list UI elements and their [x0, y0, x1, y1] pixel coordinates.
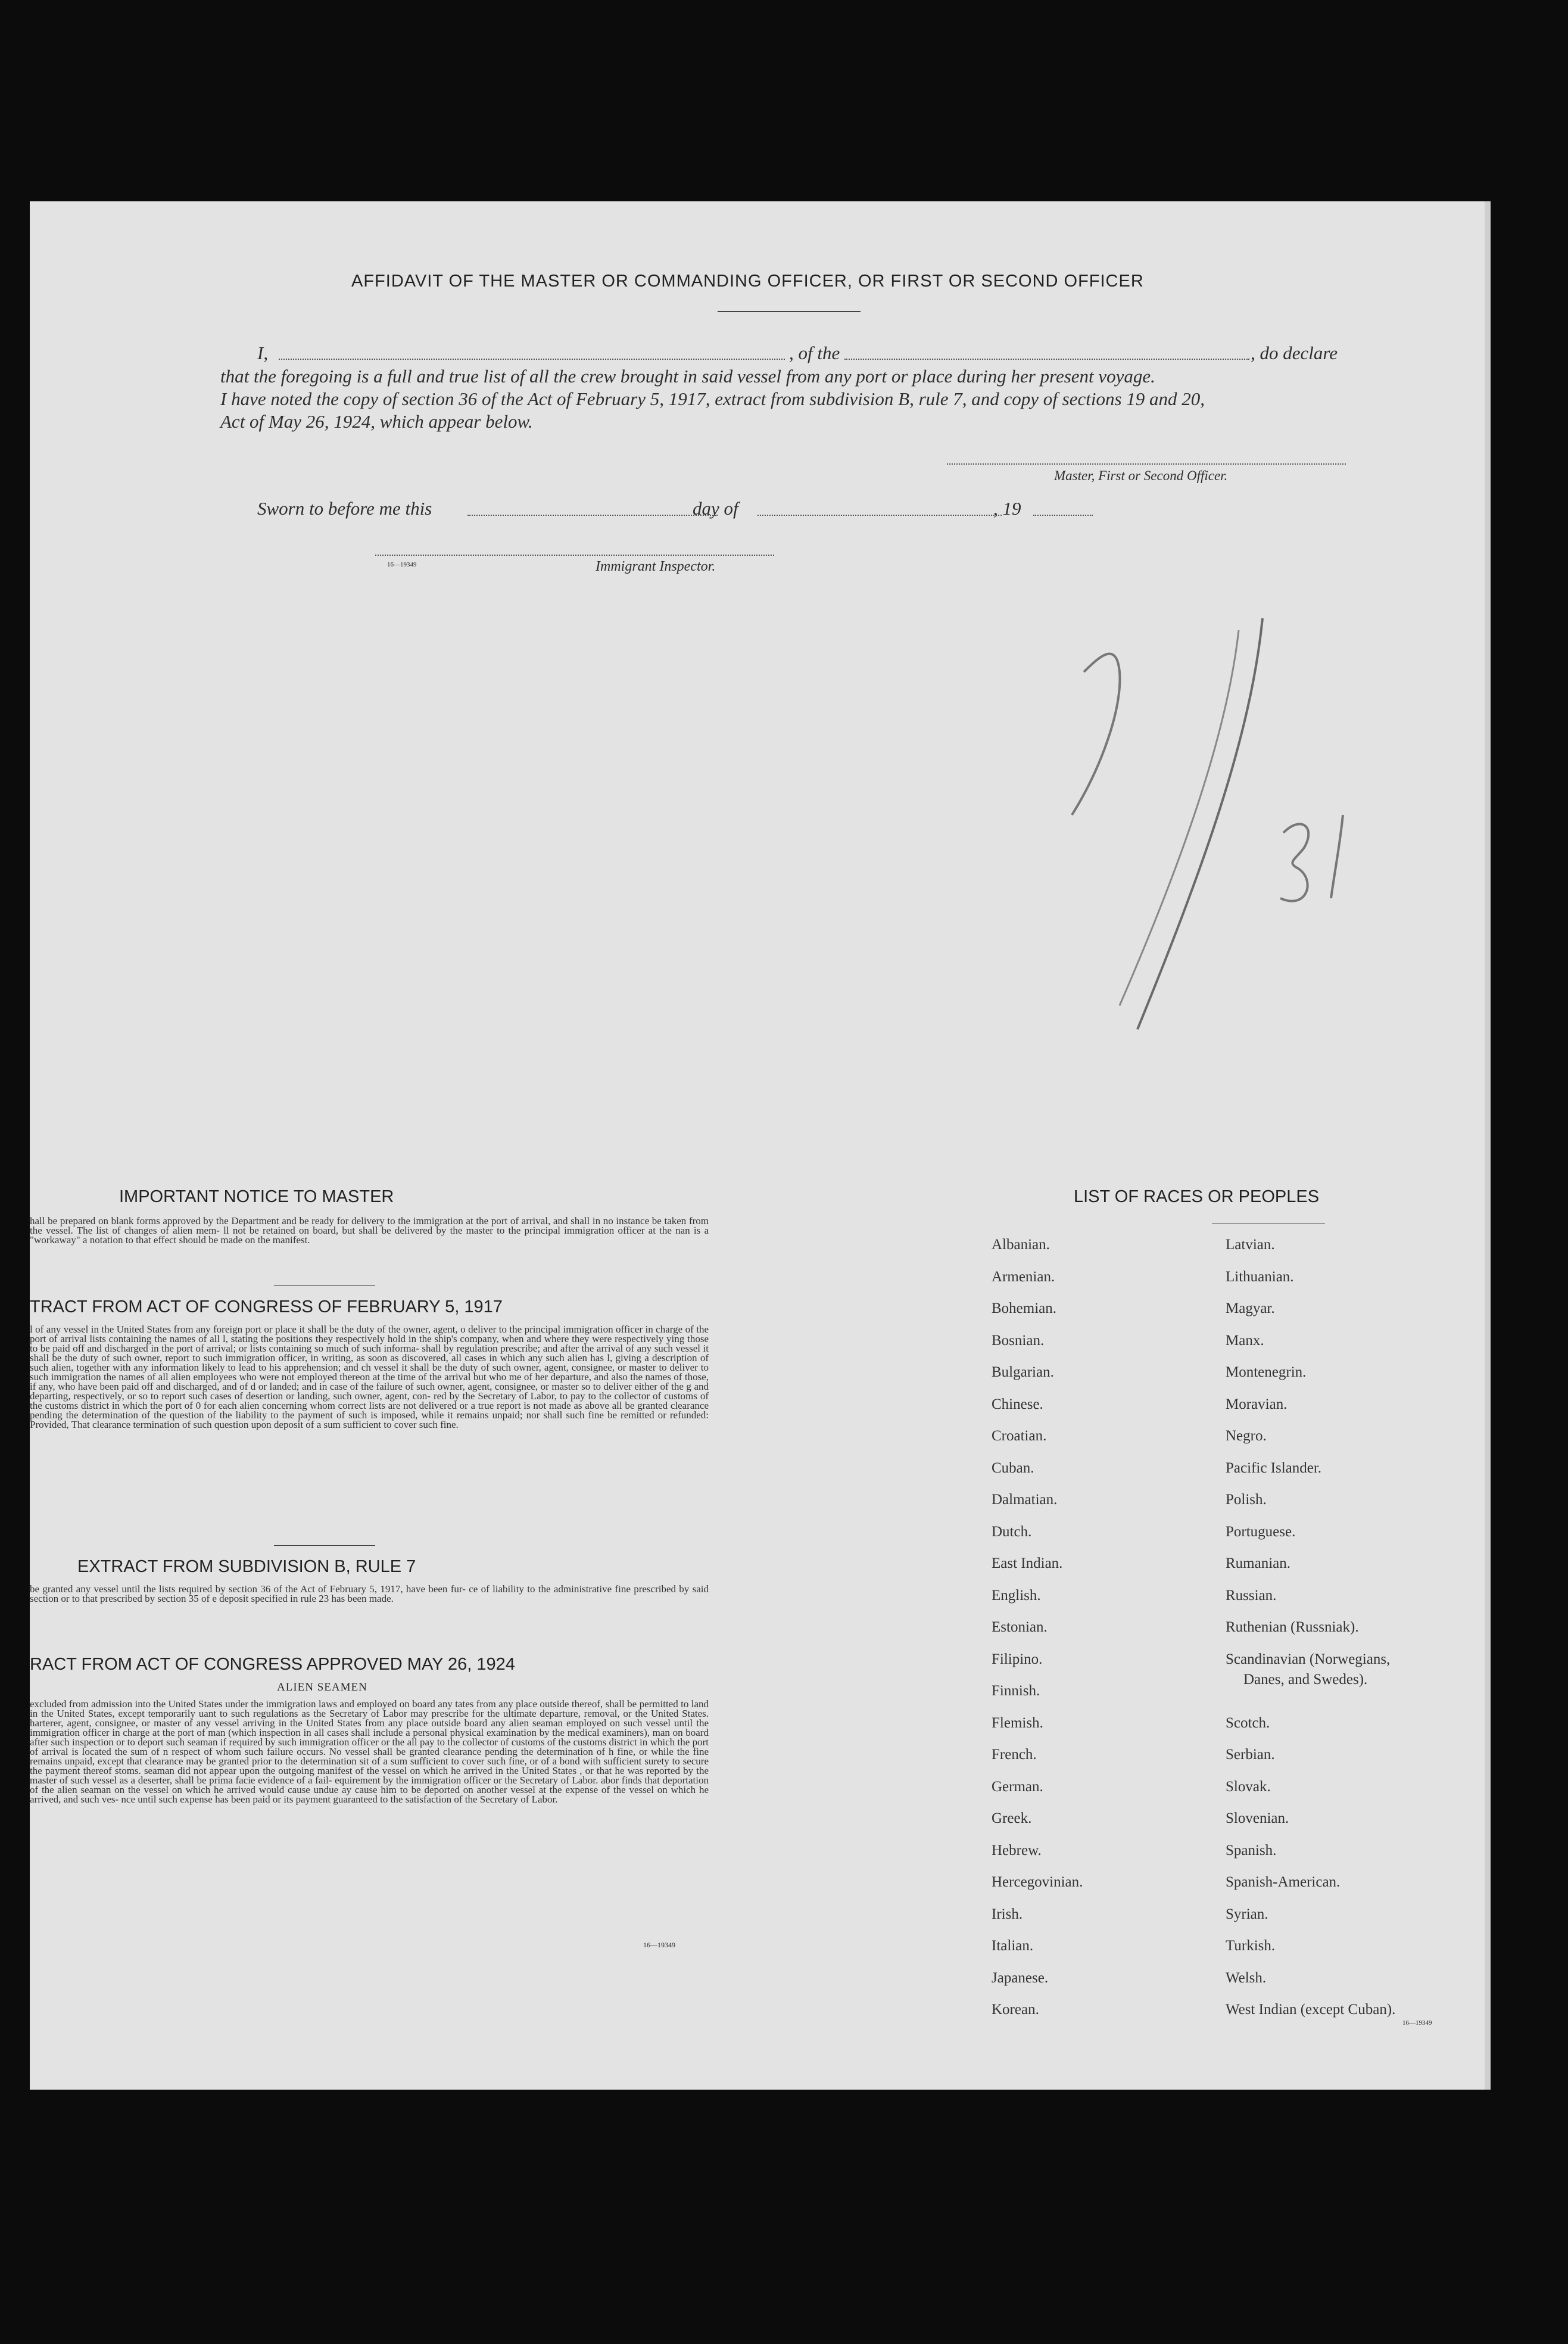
race-item: Serbian. [1226, 1747, 1275, 1763]
year-blank [1033, 515, 1093, 516]
race-item: Estonian. [992, 1619, 1048, 1635]
race-item: Lithuanian. [1226, 1269, 1294, 1285]
race-item: Slovenian. [1226, 1810, 1289, 1826]
race-item: Filipino. [992, 1651, 1043, 1667]
race-item: Hercegovinian. [992, 1874, 1083, 1890]
inspector-caption: Immigrant Inspector. [596, 559, 716, 574]
form-page [30, 201, 1486, 2090]
race-item: Welsh. [1226, 1970, 1267, 1986]
race-item: Manx. [1226, 1333, 1264, 1349]
extract2-heading: EXTRACT FROM SUBDIVISION B, RULE 7 [77, 1557, 416, 1576]
race-item: Greek. [992, 1810, 1032, 1826]
race-item: Scotch. [1226, 1715, 1270, 1731]
race-item: Japanese. [992, 1970, 1049, 1986]
notice-divider [274, 1285, 375, 1286]
day-of-label: day of [693, 498, 738, 519]
race-item: Magyar. [1226, 1300, 1275, 1316]
race-item: English. [992, 1587, 1041, 1604]
race-item: Dalmatian. [992, 1492, 1058, 1508]
race-item: Spanish. [1226, 1842, 1277, 1859]
affidavit-title: AFFIDAVIT OF THE MASTER OR COMMANDING OFFICER, OR FIRST OR SECOND OFFICER [351, 272, 1144, 291]
race-item: Portuguese. [1226, 1524, 1296, 1540]
race-item: East Indian. [992, 1555, 1063, 1571]
extract3-subheading: ALIEN SEAMEN [277, 1681, 367, 1694]
notice-heading: IMPORTANT NOTICE TO MASTER [119, 1187, 394, 1206]
affidavit-of-the: , of the [789, 343, 840, 363]
affidavit-line2: that the foregoing is a full and true list of all the crew brought in said vessel from any port or place during her present voyage. [220, 366, 1155, 387]
race-item: Slovak. [1226, 1779, 1271, 1795]
extract2-text: be granted any vessel until the lists required by section 36 of the Act of February 5, 1917, have been fur- ce of liability to the administrative fine prescribed by said section or to that prescribed by section 35 of e deposit specified in rule 23 has been made. [30, 1585, 709, 1604]
signature-caption: Master, First or Second Officer. [1054, 468, 1228, 483]
form-number-races: 16—19349 [1402, 2019, 1432, 2027]
race-item: German. [992, 1779, 1043, 1795]
race-item: Syrian. [1226, 1906, 1268, 1922]
race-item: Armenian. [992, 1269, 1055, 1285]
race-item: Cuban. [992, 1460, 1034, 1476]
race-item: Korean. [992, 2001, 1039, 2018]
race-item: Croatian. [992, 1428, 1047, 1444]
signature-line [947, 463, 1346, 465]
race-item: Negro. [1226, 1428, 1267, 1444]
extract1-text: l of any vessel in the United States from any foreign port or place it shall be the duty of the owner, agent, o deliver to the principal immigration officer in charge of the port of arrival lists containing the names of all l, stating the positions they respectively hold in the ship's company, when and where they were respectively ying those to be paid off and discharged in the port of arrival; or lists containing so much of such informa- shall by regulation prescribe; and after the arrival of any such vessel it shall be the duty of such owner, report to such immigration officer, in writing, as soon as discovered, all cases in which any such alien has l, giving a description of such alien, together with any information likely to lead to his apprehension; and ch vessel it shall be the duty of such owner, agent, consignee, or master to deliver to such immigration the names of all alien employees who were not employed thereon at the time of the arrival but who me of her departure, and also the names of those, if any, who have been paid off and discharged, and of d or landed; and in case of the failure of such owner, agent, consignee, or master so to deliver either of the g and departing, respectively, or so to report such cases of desertion or landing, such owner, agent, con- red by the Secretary of Labor, to pay to the collector of customs of the customs district in which the port of 0 for each alien concerning whom correct lists are not delivered or a true report is not made as above all be granted clearance pending the determination of the question of the liability to the payment of such is imposed, while it remains unpaid; nor shall such fine be remitted or refunded: Provided, That clearance termination of such question upon deposit of a sum sufficient to cover such fine. [30, 1325, 709, 1430]
race-item: Russian. [1226, 1587, 1277, 1604]
race-item: Ruthenian (Russniak). [1226, 1619, 1359, 1635]
race-item: Turkish. [1226, 1938, 1276, 1954]
race-item: Albanian. [992, 1237, 1050, 1253]
race-item: West Indian (except Cuban). [1226, 2001, 1396, 2018]
form-number-top: 16—19349 [387, 561, 417, 568]
race-item: Dutch. [992, 1524, 1032, 1540]
month-blank [757, 515, 1002, 516]
affidavit-declare: , do declare [1251, 343, 1338, 363]
year-label: , 19 [993, 498, 1021, 519]
affidavit-line3: I have noted the copy of section 36 of the Act of February 5, 1917, extract from subdivision B, rule 7, and copy of sections 19 and 20, [220, 388, 1205, 409]
race-item: Montenegrin. [1226, 1364, 1307, 1380]
inspector-line [375, 555, 774, 556]
name-blank [279, 359, 785, 360]
vessel-blank [844, 359, 1249, 360]
race-item: Finnish. [992, 1683, 1040, 1699]
sworn-label: Sworn to before me this [257, 498, 432, 519]
race-item: Rumanian. [1226, 1555, 1291, 1571]
race-item: Polish. [1226, 1492, 1267, 1508]
races-heading: LIST OF RACES OR PEOPLES [1074, 1187, 1320, 1206]
title-divider [718, 311, 861, 312]
extract3-heading: RACT FROM ACT OF CONGRESS APPROVED MAY 26, 1924 [30, 1655, 515, 1674]
extract1-heading: TRACT FROM ACT OF CONGRESS OF FEBRUARY 5, 1917 [30, 1297, 503, 1316]
race-item: Flemish. [992, 1715, 1043, 1731]
affidavit-i: I, [257, 343, 269, 363]
affidavit-line4: Act of May 26, 1924, which appear below. [220, 411, 533, 432]
race-item: Danes, and Swedes). [1243, 1671, 1368, 1688]
extract3-text: excluded from admission into the United States under the immigration laws and employed on board any tates from any place outside thereof, shall be permitted to land in the United States, except temporarily uant to such regulations as the Secretary of Labor may prescribe for the ultimate departure, removal, or the United States. harterer, agent, consignee, or master of any vessel arriving in the United States from any place outside board any alien seaman employed on such vessel until the immigration officer in charge at the port of man (which inspection in all cases shall include a personal physical examination by the medical examiners), man on board after such inspection or to deport such seaman if required by such immigration officer or the all pay to the collector of customs of the customs district in which the port of arrival is located the sum of n respect of whom such failure occurs. No vessel shall be granted clearance pending the determination of h fine, or while the fine remains unpaid, except that clearance may be granted prior to the determination sit of a sum sufficient to cover such fine, or of a bond with sufficient surety to secure the payment thereof stoms. seaman did not appear upon the outgoing manifest of the vessel on which he arrived in the United States , or that he was reported by the master of such vessel as a deserter, shall be prima facie evidence of a fail- equirement by the immigration officer or the Secretary of Labor. abor finds that deportation of the alien seaman on the vessel on which he arrived would cause undue ay cause him to be deported on another vessel at the expense of the vessel on which he arrived, and such ves- nce until such expense has been paid or its payment guaranteed to the satisfaction of the Secretary of Labor. [30, 1699, 709, 1805]
race-item: Hebrew. [992, 1842, 1042, 1859]
notice-paragraph: hall be prepared on blank forms approved by the Department and be ready for delivery to the immigration at the port of arrival, and shall in no instance be taken from the vessel. The list of changes of alien mem- ll not be retained on board, but shall be delivered by the master to the principal immigration officer at the nan is a "workaway" a notation to that effect should be made on the manifest. [30, 1216, 709, 1246]
race-item: Moravian. [1226, 1396, 1288, 1412]
handwritten-annotation [1060, 618, 1394, 1047]
race-item: Latvian. [1226, 1237, 1275, 1253]
extract1-divider [274, 1545, 375, 1546]
race-item: Chinese. [992, 1396, 1043, 1412]
form-number-notice: 16—19349 [643, 1941, 675, 1949]
day-blank [467, 515, 718, 516]
race-item: Italian. [992, 1938, 1034, 1954]
race-item: Bulgarian. [992, 1364, 1054, 1380]
race-item: Spanish-American. [1226, 1874, 1341, 1890]
page-edge [1485, 201, 1491, 2090]
race-item: Pacific Islander. [1226, 1460, 1322, 1476]
race-item: Bohemian. [992, 1300, 1057, 1316]
race-item: Irish. [992, 1906, 1023, 1922]
race-item: Bosnian. [992, 1333, 1045, 1349]
race-item: Scandinavian (Norwegians, [1226, 1651, 1391, 1667]
race-item: French. [992, 1747, 1037, 1763]
